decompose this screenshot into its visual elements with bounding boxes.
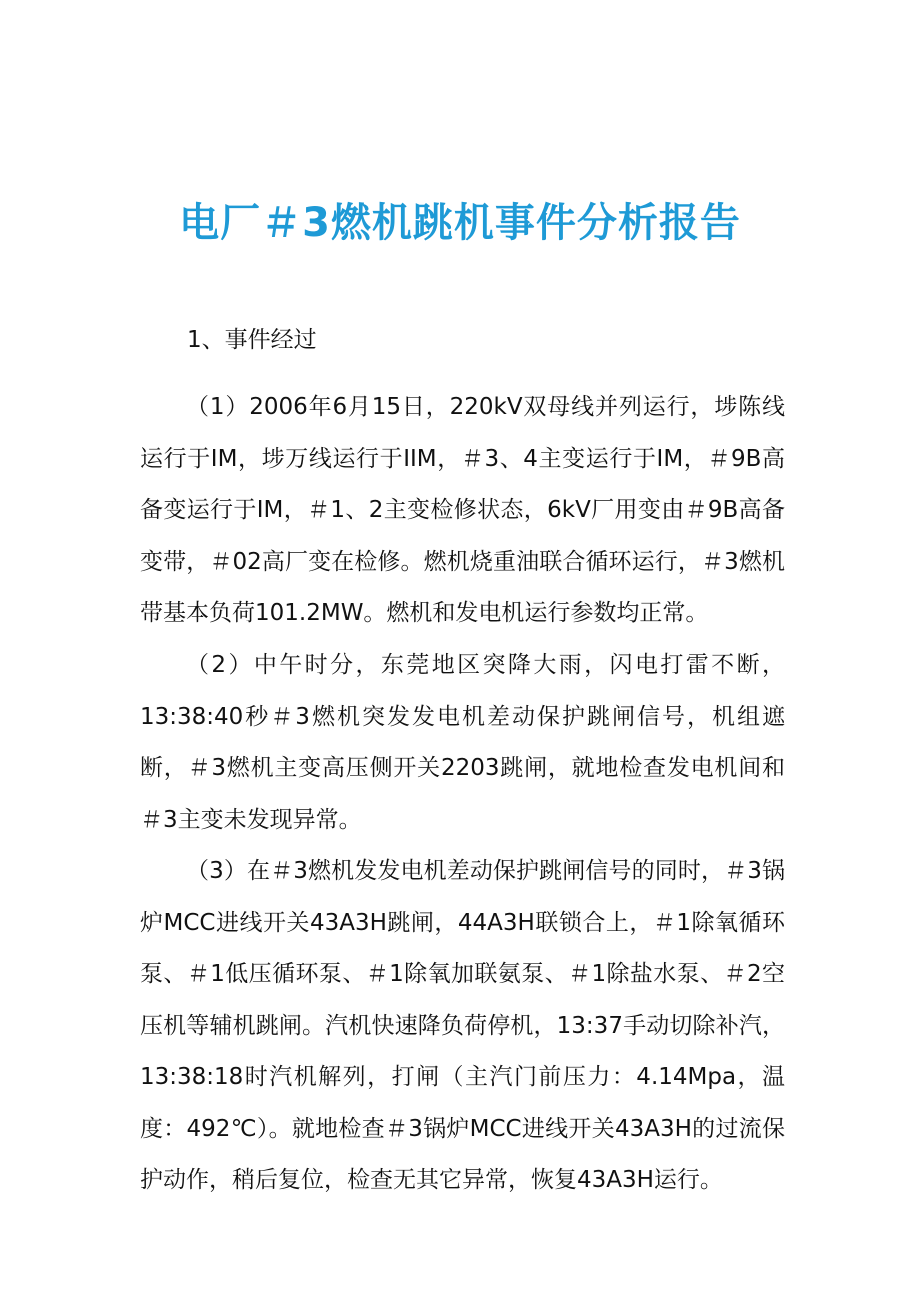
paragraph-1: （1）2006年6月15日，220kV双母线并列运行，埗陈线运行于IM，埗万线运行于IIM，＃3、4主变运行于IM，＃9B高备变运行于IM，＃1、2主变检修状态，6kV厂用变由＃9B高备变带，＃02高厂变在检修。燃机烧重油联合循环运行，＃3燃机带基本负荷101.2MW。燃机和发电机运行参数均正常。 — [140, 394, 785, 626]
document-title: 电厂＃3燃机跳机事件分析报告 — [179, 200, 741, 246]
paragraph-2: （2）中午时分，东莞地区突降大雨，闪电打雷不断，13:38:40秒＃3燃机突发发电机差动保护跳闸信号，机组遮断，＃3燃机主变高压侧开关2203跳闸，就地检查发电机间和＃3主变未发现异常。 — [140, 652, 785, 833]
paragraph-3: （3）在＃3燃机发发电机差动保护跳闸信号的同时，＃3锅炉MCC进线开关43A3H跳闸，44A3H联锁合上，＃1除氧循环泵、＃1低压循环泵、＃1除氧加联氨泵、＃1除盐水泵、＃2空压机等辅机跳闸。汽机快速降负荷停机，13:37手动切除补汽，13:38:18时汽机解列，打闸（主汽门前压力：4.14Mpa，温度：492℃）。就地检查＃3锅炉MCC进线开关43A3H的过流保护动作，稍后复位，检查无其它异常，恢复43A3H运行。 — [140, 858, 785, 1193]
section-heading: 1、事件经过 — [187, 327, 317, 353]
